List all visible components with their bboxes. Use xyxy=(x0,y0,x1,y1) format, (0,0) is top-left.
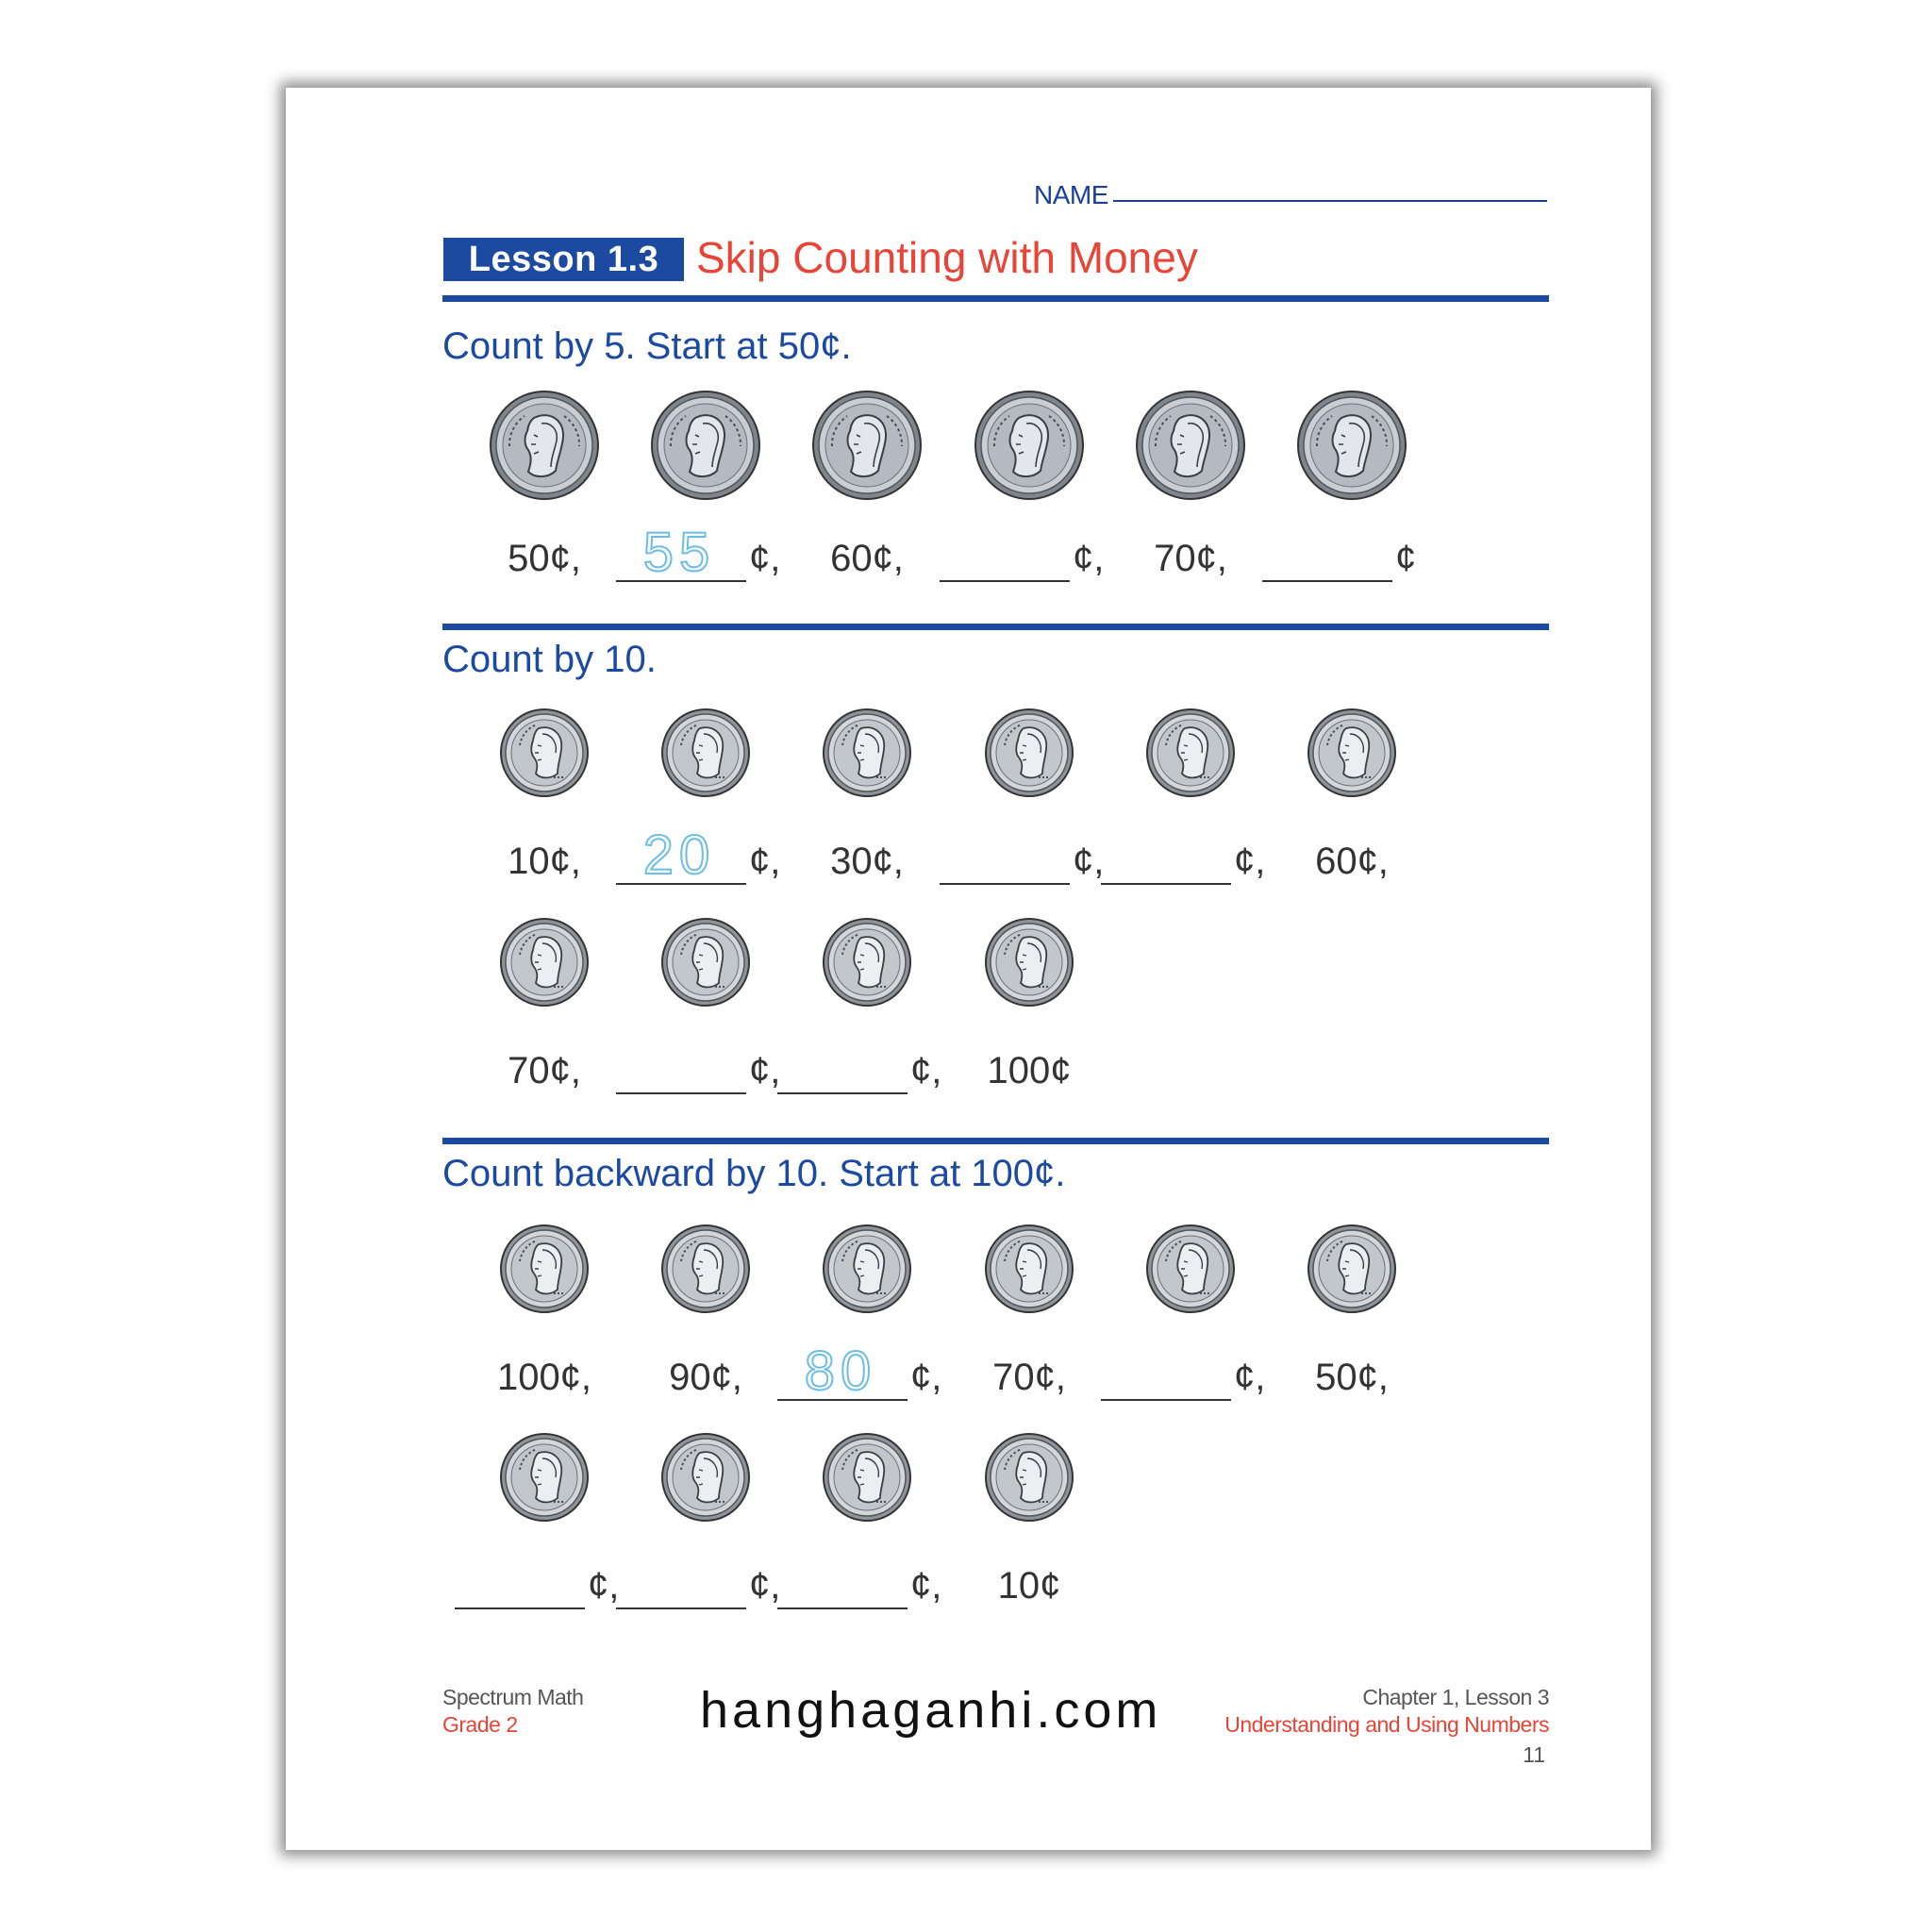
cent-sign: ¢, xyxy=(749,841,781,882)
lesson-badge: Lesson 1.3 xyxy=(443,238,684,281)
footer-grade: Grade 2 xyxy=(442,1712,518,1737)
dime-coin-icon xyxy=(499,708,590,803)
answer-blank[interactable] xyxy=(940,580,1070,582)
instruction-text: Count backward by 10. Start at 100¢. xyxy=(442,1153,1066,1194)
cent-sign: ¢, xyxy=(910,1357,942,1398)
dime-coin-icon xyxy=(984,708,1074,803)
footer-book-title: Spectrum Math xyxy=(442,1685,584,1709)
cent-sign: ¢ xyxy=(1395,538,1417,579)
name-field[interactable] xyxy=(1113,200,1547,202)
nickel-coin-icon xyxy=(974,390,1085,506)
dime-coin-icon xyxy=(984,917,1074,1012)
cent-sign: ¢, xyxy=(1073,538,1105,579)
instruction-text: Count by 5. Start at 50¢. xyxy=(442,325,852,367)
dime-coin-icon xyxy=(660,1224,751,1319)
nickel-coin-icon xyxy=(650,390,761,506)
dime-coin-icon xyxy=(660,917,751,1012)
dime-coin-icon xyxy=(1145,1224,1236,1319)
answer-blank[interactable] xyxy=(616,1092,746,1094)
page-number: 11 xyxy=(1523,1742,1545,1767)
given-amount: 10¢, xyxy=(508,841,581,882)
cent-sign: ¢, xyxy=(749,538,781,579)
cent-sign: ¢, xyxy=(749,1050,781,1091)
lesson-title: Skip Counting with Money xyxy=(696,233,1198,282)
nickel-coin-icon xyxy=(489,390,600,506)
given-amount: 60¢, xyxy=(830,538,904,579)
dime-coin-icon xyxy=(822,1224,912,1319)
given-amount: 50¢, xyxy=(1315,1357,1389,1398)
cent-sign: ¢, xyxy=(1073,841,1105,882)
dime-coin-icon xyxy=(984,1432,1074,1527)
cent-sign: ¢, xyxy=(749,1565,781,1607)
nickel-coin-icon xyxy=(811,390,923,506)
traced-example-answer: 20 xyxy=(642,824,716,886)
footer-chapter: Chapter 1, Lesson 3 xyxy=(1362,1685,1549,1709)
given-amount: 100¢ xyxy=(987,1050,1072,1091)
given-amount: 70¢, xyxy=(508,1050,581,1091)
answer-blank[interactable] xyxy=(616,1607,746,1609)
dime-coin-icon xyxy=(822,708,912,803)
footer-chapter-title: Understanding and Using Numbers xyxy=(1224,1712,1549,1737)
dime-coin-icon xyxy=(984,1224,1074,1319)
dime-coin-icon xyxy=(1145,708,1236,803)
answer-blank[interactable] xyxy=(1101,1399,1231,1401)
dime-coin-icon xyxy=(499,917,590,1012)
dime-coin-icon xyxy=(1307,1224,1397,1319)
given-amount: 70¢, xyxy=(1154,538,1227,579)
traced-example-answer: 80 xyxy=(804,1341,877,1402)
dime-coin-icon xyxy=(660,708,751,803)
watermark: hanghaganhi.com xyxy=(700,1682,1162,1739)
dime-coin-icon xyxy=(822,917,912,1012)
given-amount: 60¢, xyxy=(1315,841,1389,882)
dime-coin-icon xyxy=(1307,708,1397,803)
nickel-coin-icon xyxy=(1135,390,1246,506)
cent-sign: ¢, xyxy=(588,1565,620,1607)
cent-sign: ¢, xyxy=(1234,1357,1266,1398)
dime-coin-icon xyxy=(822,1432,912,1527)
dime-coin-icon xyxy=(499,1224,590,1319)
title-rule xyxy=(442,295,1549,302)
given-amount: 10¢ xyxy=(997,1565,1061,1607)
given-amount: 50¢, xyxy=(508,538,581,579)
section-divider xyxy=(442,624,1549,630)
answer-blank[interactable] xyxy=(777,1092,908,1094)
given-amount: 30¢, xyxy=(830,841,904,882)
given-amount: 90¢, xyxy=(669,1357,742,1398)
cent-sign: ¢, xyxy=(1234,841,1266,882)
cent-sign: ¢, xyxy=(910,1050,942,1091)
nickel-coin-icon xyxy=(1296,390,1407,506)
answer-blank[interactable] xyxy=(455,1607,585,1609)
answer-blank[interactable] xyxy=(940,883,1070,885)
name-label: NAME xyxy=(1034,180,1108,209)
given-amount: 100¢, xyxy=(496,1357,592,1398)
answer-blank[interactable] xyxy=(1101,883,1231,885)
given-amount: 70¢, xyxy=(992,1357,1066,1398)
dime-coin-icon xyxy=(660,1432,751,1527)
dime-coin-icon xyxy=(499,1432,590,1527)
answer-blank[interactable] xyxy=(777,1607,908,1609)
answer-blank[interactable] xyxy=(1262,580,1392,582)
cent-sign: ¢, xyxy=(910,1565,942,1607)
traced-example-answer: 55 xyxy=(642,522,716,583)
instruction-text: Count by 10. xyxy=(442,639,657,680)
section-divider xyxy=(442,1138,1549,1144)
